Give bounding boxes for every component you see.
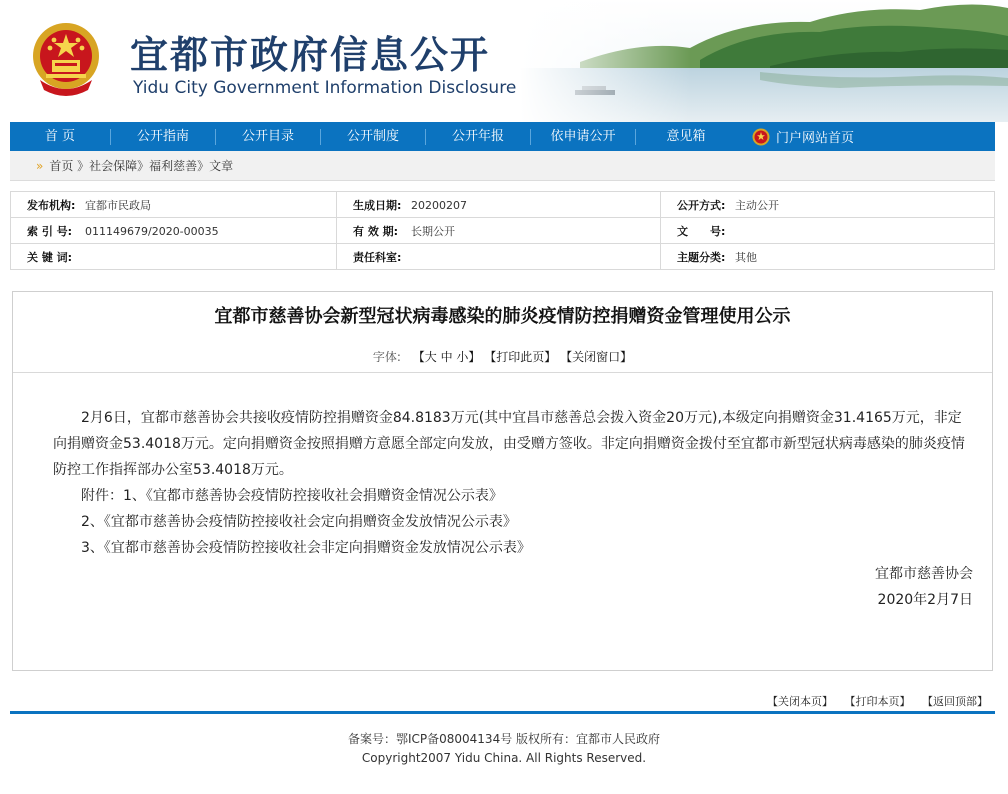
article-tools	[13, 348, 992, 365]
portal-home-label: 门户网站首页	[776, 131, 855, 146]
nav-item-apply[interactable]: 依申请公开	[550, 129, 616, 144]
meta-key: 关 键 词:	[27, 250, 73, 264]
footer-record-line: 备案号：鄂ICP备08004134号 版权所有：宜都市人民政府	[347, 732, 661, 746]
meta-row	[11, 244, 995, 270]
meta-key: 有 效 期:	[353, 224, 399, 238]
site-subtitle: Yidu City Government Information Disclosure	[133, 78, 517, 98]
attachment-item: 2、《宜都市慈善协会疫情防控接收社会定向捐赠资金发放情况公示表》	[81, 514, 517, 530]
meta-key: 主题分类:	[677, 250, 726, 264]
attachment-item: 附件：1、《宜都市慈善协会疫情防控接收社会捐赠资金情况公示表》	[81, 488, 503, 504]
bottom-actions	[759, 693, 988, 709]
meta-row	[11, 218, 995, 244]
meta-value: 主动公开	[735, 198, 779, 212]
site-header	[0, 0, 1008, 122]
meta-cell	[11, 218, 337, 244]
meta-key: 文 号:	[677, 224, 726, 238]
close-page-link[interactable]: 【关闭本页】	[767, 695, 833, 708]
meta-key: 发布机构:	[27, 198, 76, 212]
meta-value: 宜都市民政局	[85, 198, 151, 212]
print-page-link[interactable]: 【打印本页】	[844, 695, 911, 708]
meta-key: 生成日期:	[353, 198, 402, 212]
double-chevron-icon: »	[36, 158, 44, 173]
meta-cell	[337, 218, 661, 244]
attachment-item: 3、《宜都市慈善协会疫情防控接收社会非定向捐赠资金发放情况公示表》	[81, 540, 531, 556]
meta-cell	[661, 244, 995, 270]
meta-key: 公开方式:	[677, 198, 726, 212]
meta-cell	[337, 244, 661, 270]
font-size-switch[interactable]: 【大 中 小】	[412, 350, 481, 364]
emblem-icon	[752, 128, 770, 146]
meta-cell	[337, 192, 661, 218]
footer-divider	[10, 711, 995, 714]
meta-cell	[11, 192, 337, 218]
meta-row	[11, 192, 995, 218]
site-footer	[0, 730, 1008, 768]
meta-cell	[11, 244, 337, 270]
nav-item-home[interactable]: 首 页	[44, 129, 76, 144]
meta-cell	[661, 218, 995, 244]
nav-item-catalog[interactable]: 公开目录	[241, 129, 294, 144]
article-body	[53, 405, 973, 613]
main-nav	[10, 122, 995, 151]
nav-item-annual-report[interactable]: 公开年报	[451, 129, 504, 144]
nav-item-system[interactable]: 公开制度	[346, 129, 399, 144]
meta-key: 责任科室:	[353, 250, 402, 264]
meta-value: 长期公开	[411, 224, 455, 238]
national-emblem-icon	[30, 20, 102, 98]
font-size-label: 字体:	[372, 350, 401, 364]
footer-copyright: Copyright2007 Yidu China. All Rights Reserved.	[361, 751, 647, 765]
article-paragraph: 2月6日，宜都市慈善协会共接收疫情防控捐赠资金84.8183万元(其中宜昌市慈善总会拨入资金20万元),本级定向捐赠资金31.4165万元，非定向捐赠资金53.4018万元。定向捐赠资金按照捐赠方意愿全部定向发放，由受赠方签收。非定向捐赠资金拨付至宜都市新型冠状病毒感染的肺炎疫情防控工作指挥部办公室53.4018万元。	[53, 410, 965, 478]
meta-value: 20200207	[411, 198, 467, 212]
close-window-link[interactable]: 【关闭窗口】	[560, 350, 633, 364]
divider	[13, 372, 992, 373]
site-title: 宜都市政府信息公开	[130, 32, 491, 77]
meta-cell	[661, 192, 995, 218]
meta-key: 索 引 号:	[27, 224, 73, 238]
signature: 宜都市慈善协会	[875, 566, 973, 582]
breadcrumb-path[interactable]: 首页 》社会保障》福利慈善》文章	[49, 159, 234, 173]
back-to-top-link[interactable]: 【返回顶部】	[922, 695, 988, 708]
article-panel	[12, 291, 993, 671]
landscape-banner-image	[520, 0, 1008, 122]
meta-value: 其他	[735, 250, 757, 264]
print-page-link[interactable]: 【打印此页】	[484, 350, 557, 364]
meta-value: 011149679/2020-00035	[85, 224, 219, 238]
publish-date: 2020年2月7日	[877, 592, 973, 608]
article-title: 宜都市慈善协会新型冠状病毒感染的肺炎疫情防控捐赠资金管理使用公示	[214, 306, 791, 327]
nav-item-guide[interactable]: 公开指南	[136, 129, 189, 144]
breadcrumb	[10, 151, 995, 181]
nav-item-suggestion-box[interactable]: 意见箱	[666, 129, 706, 144]
portal-home-link[interactable]	[736, 127, 854, 146]
document-meta-table	[10, 191, 995, 270]
